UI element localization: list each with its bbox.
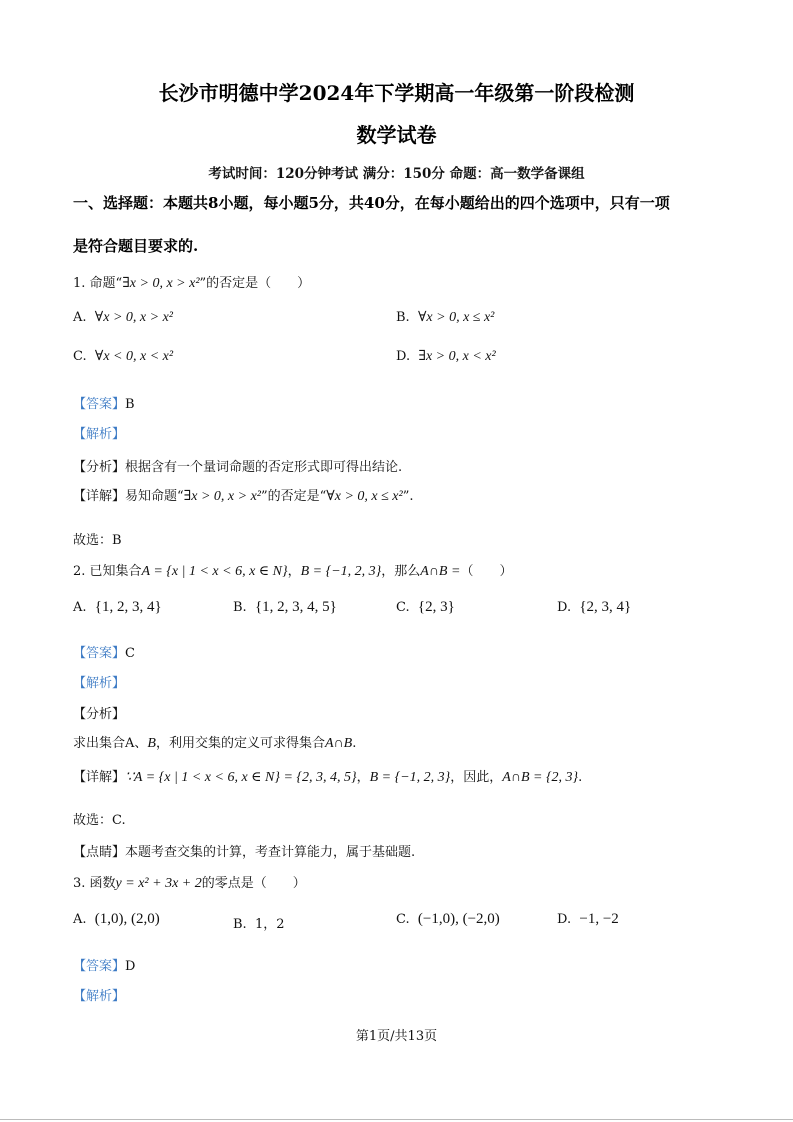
q3-answer-tag: 【答案】	[73, 959, 126, 974]
q2-option-b-label: B.	[233, 600, 247, 615]
q2-option-a-label: A.	[73, 600, 87, 615]
section-heading-line1: 一、选择题：本题共8小题，每小题5分，共40分，在每小题给出的四个选项中，只有一项	[73, 194, 670, 212]
q3-option-c-text: (−1,0), (−2,0)	[417, 911, 500, 927]
q2-option-b-text: {1, 2, 3, 4, 5}	[254, 599, 337, 615]
q1-answer-tag: 【答案】	[73, 397, 126, 412]
q3-option-c	[396, 911, 500, 928]
q1-detail-math2: ∀x > 0, x ≤ x²	[326, 489, 403, 504]
q1-option-b-text: ∀x > 0, x ≤ x²	[417, 310, 495, 325]
question-3-stem	[73, 872, 306, 892]
q1-option-b-label: B.	[396, 310, 410, 325]
question-2-stem	[73, 560, 512, 580]
q2-fenxi-math2: A∩B	[324, 736, 353, 751]
q1-fenxi-tag: 【分析】	[73, 460, 126, 475]
q2-answer	[73, 642, 135, 661]
q3-option-b	[233, 913, 285, 932]
page-title: 长沙市明德中学2024年下学期高一年级第一阶段检测	[158, 81, 635, 105]
q3-option-a-label: A.	[73, 912, 87, 927]
q1-detail-mid: ”的否定是“	[261, 489, 327, 504]
q2-option-c-text: {2, 3}	[417, 599, 455, 615]
q2-detail-math1: ∵A = {x | 1 < x < 6, x ∈ N} = {2, 3, 4, 5}	[125, 770, 357, 785]
q1-fenxi	[73, 456, 402, 475]
q3-option-d-text: −1, −2	[579, 911, 619, 927]
q3-answer	[73, 955, 135, 974]
q3-stem-suffix: 的零点是（ ）	[201, 876, 306, 891]
q1-stem-prefix: 1. 命题“	[73, 276, 123, 291]
q2-detail-math2: B = {−1, 2, 3}	[369, 770, 451, 785]
page-number: 第1页/共13页	[355, 1029, 438, 1044]
q2-fenxi-math1: B	[147, 736, 156, 751]
q2-detail-end: .	[578, 770, 583, 785]
exam-meta: 考试时间：120分钟考试 满分：150分 命题：高一数学备课组	[208, 166, 585, 182]
q2-fenxi-line: 求出集合A、	[73, 736, 148, 751]
q1-stem-suffix: ”的否定是（ ）	[199, 276, 311, 291]
q3-stem-math: y = x² + 3x + 2	[115, 876, 202, 891]
q1-option-c-text: ∀x < 0, x < x²	[94, 349, 174, 364]
q2-stem-sep: ，	[287, 564, 301, 579]
q3-option-a	[73, 911, 160, 928]
q2-fenxi-end: .	[352, 736, 357, 751]
q2-dianjing-text: 本题考查交集的计算，考查计算能力，属于基础题.	[125, 845, 416, 860]
q1-option-d-text: ∃x > 0, x < x²	[418, 349, 496, 364]
q2-stem-mid: ，那么	[381, 564, 421, 579]
q1-option-a-label: A.	[73, 310, 87, 325]
q1-option-b	[396, 309, 494, 326]
q2-dianjing	[73, 841, 415, 860]
q1-detail-tag: 【详解】	[73, 489, 126, 504]
q1-option-c	[73, 348, 173, 365]
q2-stem-suffix: （ ）	[460, 564, 513, 579]
q1-answer	[73, 393, 135, 412]
q3-analysis-tag: 【解析】	[73, 989, 126, 1004]
q2-detail	[73, 766, 582, 786]
q1-detail-prefix: 易知命题“	[125, 489, 184, 504]
q2-stem-math1: A = {x | 1 < x < 6, x ∈ N}	[141, 564, 288, 579]
q2-option-b	[233, 599, 337, 616]
q2-option-a-text: {1, 2, 3, 4}	[94, 599, 162, 615]
q2-answer-value: C	[125, 646, 135, 661]
q1-option-c-label: C.	[73, 349, 87, 364]
q2-fenxi-tag: 【分析】	[73, 707, 126, 722]
q2-stem-prefix: 2. 已知集合	[73, 564, 142, 579]
section-heading-line2: 是符合题目要求的.	[73, 237, 199, 255]
q2-detail-sep: ，	[356, 770, 370, 785]
q1-option-a	[73, 309, 173, 326]
q2-stem-math3: A∩B =	[420, 564, 461, 579]
q1-answer-value: B	[125, 397, 135, 412]
q1-option-a-text: ∀x > 0, x > x²	[94, 310, 173, 325]
q2-choose: 故选：C.	[73, 813, 126, 828]
q3-option-d	[557, 911, 619, 928]
q2-option-a	[73, 599, 162, 616]
q2-answer-tag: 【答案】	[73, 646, 126, 661]
q2-option-c-label: C.	[396, 600, 410, 615]
q2-detail-mid: ，因此，	[450, 770, 503, 785]
q3-option-d-label: D.	[557, 912, 572, 927]
q1-option-d-label: D.	[396, 349, 411, 364]
q3-option-b-label: B.	[233, 917, 247, 932]
q3-stem-prefix: 3. 函数	[73, 876, 116, 891]
q2-option-d-label: D.	[557, 600, 572, 615]
page-subtitle: 数学试卷	[356, 123, 437, 147]
q2-detail-tag: 【详解】	[73, 770, 126, 785]
q2-option-d	[557, 599, 631, 616]
q2-analysis-tag: 【解析】	[73, 676, 126, 691]
q2-fenxi	[73, 732, 356, 752]
q2-dianjing-tag: 【点睛】	[73, 845, 126, 860]
q2-option-d-text: {2, 3, 4}	[579, 599, 632, 615]
q1-stem-math: ∃x > 0, x > x²	[122, 276, 200, 291]
q2-detail-math3: A∩B = {2, 3}	[502, 770, 579, 785]
q3-answer-value: D	[125, 959, 136, 974]
page-bottom-divider	[0, 1119, 793, 1120]
q1-analysis-tag: 【解析】	[73, 427, 126, 442]
q1-detail	[73, 485, 414, 505]
q1-option-d	[396, 348, 496, 365]
q1-detail-math1: ∃x > 0, x > x²	[183, 489, 261, 504]
q2-stem-math2: B = {−1, 2, 3}	[300, 564, 382, 579]
q1-choose: 故选：B	[73, 533, 122, 548]
q1-fenxi-text: 根据含有一个量词命题的否定形式即可得出结论.	[125, 460, 403, 475]
q3-option-c-label: C.	[396, 912, 410, 927]
q3-option-b-text: 1，2	[254, 917, 285, 932]
q3-option-a-text: (1,0), (2,0)	[94, 911, 160, 927]
q1-detail-suffix: ”.	[402, 489, 414, 504]
q2-fenxi-line2: ，利用交集的定义可求得集合	[155, 736, 325, 751]
question-1-stem	[73, 272, 310, 292]
q2-option-c	[396, 599, 455, 616]
